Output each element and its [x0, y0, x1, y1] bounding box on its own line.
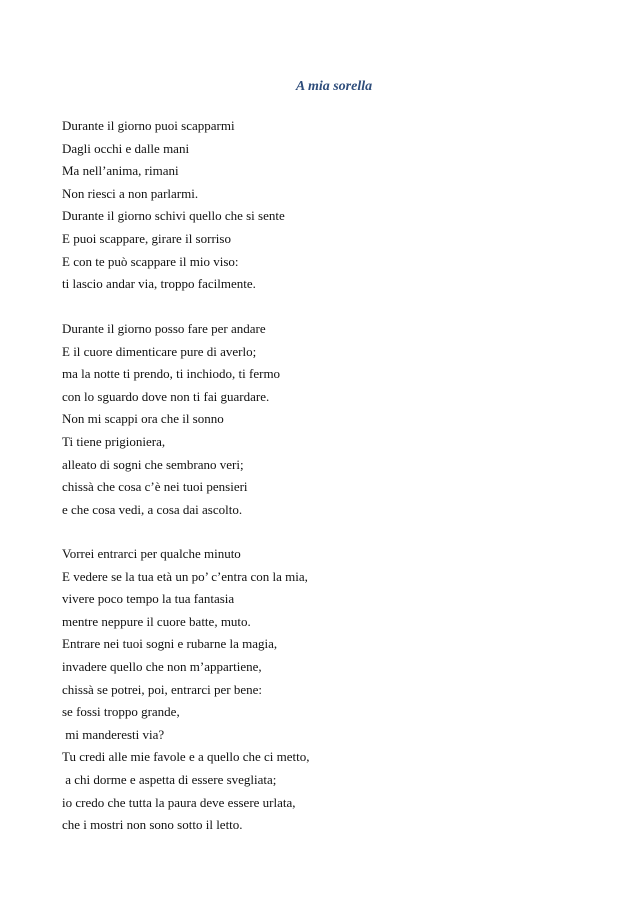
poem-line: Non riesci a non parlarmi. — [62, 185, 199, 201]
poem-line: alleato di sogni che sembrano veri; — [62, 456, 244, 472]
stanza-1 — [62, 115, 602, 296]
poem-line: ma la notte ti prendo, ti inchiodo, ti fermo — [62, 366, 281, 382]
poem-line: Non mi scappi ora che il sonno — [62, 411, 224, 427]
poem-line: con lo sguardo dove non ti fai guardare. — [62, 388, 270, 404]
poem-line: Dagli occhi e dalle mani — [62, 140, 190, 156]
poem-line: E puoi scappare, girare il sorriso — [62, 230, 231, 246]
poem-line: E il cuore dimenticare pure di averlo; — [62, 343, 257, 359]
stanza-2 — [62, 318, 602, 521]
poem-line: Durante il giorno puoi scapparmi — [62, 118, 235, 133]
poem-line: ti lascio andar via, troppo facilmente. — [62, 276, 256, 292]
poem-line: Ma nell’anima, rimani — [62, 163, 179, 179]
poem-line: io credo che tutta la paura deve essere urlata, — [62, 794, 296, 810]
poem-line: Tu credi alle mie favole e a quello che ci metto, — [62, 749, 310, 765]
poem-line: se fossi troppo grande, — [62, 704, 180, 720]
poem-line: Vorrei entrarci per qualche minuto — [62, 546, 241, 561]
poem-line: Durante il giorno schivi quello che si sente — [62, 208, 285, 224]
poem-line: invadere quello che non m’appartiene, — [62, 658, 262, 674]
poem-line: che i mostri non sono sotto il letto. — [62, 817, 243, 833]
poem-line: E vedere se la tua età un po’ c’entra con la mia, — [62, 568, 308, 584]
poem-line: vivere poco tempo la tua fantasia — [62, 591, 235, 607]
poem-line: Entrare nei tuoi sogni e rubarne la magia, — [62, 636, 278, 652]
poem-title-text: A mia sorella — [295, 79, 373, 94]
poem-line: Ti tiene prigioniera, — [62, 433, 166, 449]
poem-line: a chi dorme e aspetta di essere svegliata; — [62, 771, 277, 787]
poem-line: E con te può scappare il mio viso: — [62, 253, 239, 269]
poem-line: chissà che cosa c’è nei tuoi pensieri — [62, 479, 248, 495]
poem-line: e che cosa vedi, a cosa dai ascolto. — [62, 501, 243, 517]
poem-line: mi manderesti via? — [62, 726, 165, 742]
poem-line: chissà se potrei, poi, entrarci per bene: — [62, 681, 262, 697]
poem-line: mentre neppure il cuore batte, muto. — [62, 613, 251, 629]
poem-title — [0, 79, 638, 95]
poem-line: Durante il giorno posso fare per andare — [62, 321, 266, 336]
stanza-3 — [62, 543, 602, 837]
